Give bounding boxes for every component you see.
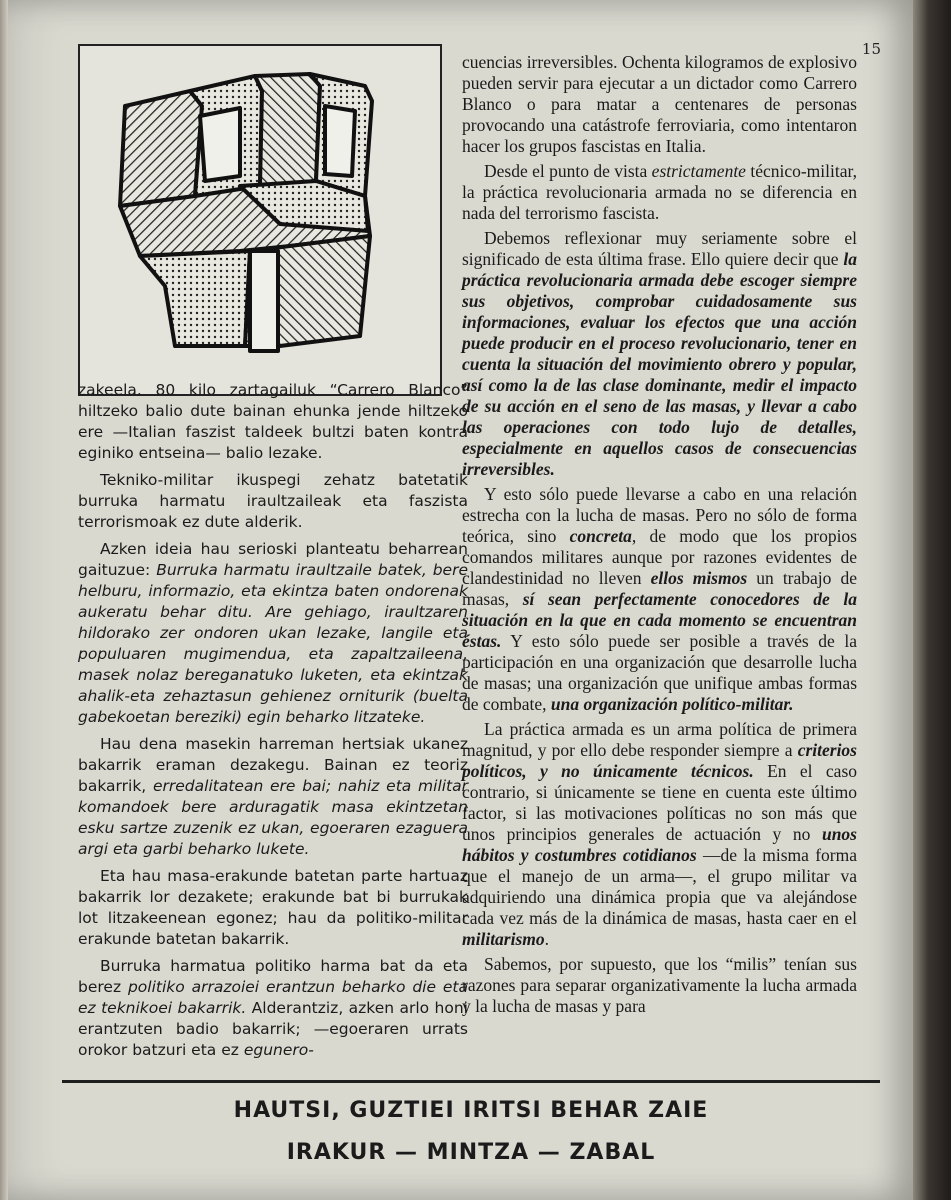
paragraph: Eta hau masa-erakunde batetan parte hartuaz bakarrik lor dezakete; erakunde bat bi burrukak lot litzakeenean egonez; hau da politiko-militar erakunde batetan bakarrik.: [78, 867, 468, 948]
spanish-text-column: [462, 52, 857, 1021]
paragraph: Azken ideia hau serioski planteatu beharrean gaituzue: Burruka harmatu iraultzaile batek, bere helburu, informazio, eta ekintza baten ondorenak aukeratu behar ditu. Are gehiago, iraultzaren hildorako zer ondoren ukan lezake, langile eta populuaren mugimendua, eta zapaltzaileena, masek nolaz bereganatuko luketen, eta ekintzak ahalik-eta zehaztasun gehienez orniturik (buelta gabekoetan bereziki) egin beharko litzateke.: [78, 540, 468, 726]
footer-divider: [62, 1080, 880, 1083]
paragraph: Y esto sólo puede llevarse a cabo en una relación estrecha con la lucha de masas. Pero no sólo de forma teórica, sino concreta, de modo que los propios comandos militares aunque por razones evidentes de clandestinidad no lleven ellos mismos un trabajo de masas, sí sean perfectamente conocedores de la situación en la que en cada momento se encuentran éstas. Y esto sólo puede ser posible a través de la participación en una organización que desarrolle lucha de masas; una organización que unifique ambas formas de combate, una organización político-militar.: [462, 484, 858, 714]
paragraph: cuencias irreversibles. Ochenta kilogramos de explosivo pueden servir para ejecutar a un dictador como Carrero Blanco o para matar a centenares de personas provocando una catástrofe ferroviaria, como intentaron hacer los grupos fascistas en Italia.: [462, 52, 857, 156]
paragraph: Desde el punto de vista estrictamente técnico-militar, la práctica revolucionaria armada no se diferencia en nada del terrorismo fascista.: [462, 161, 858, 223]
paragraph: Burruka harmatua politiko harma bat da eta berez politiko arrazoiei erantzun beharko die eta ez teknikoei bakarrik. Alderantziz, azken arlo honi erantzuten badio bakarrik; —egoeraren urrats orokor batzuri eta ez egunero-: [78, 957, 468, 1059]
book-right-edge: [913, 0, 951, 1200]
page-number: 15: [861, 40, 881, 58]
paragraph: Debemos reflexionar muy seriamente sobre el significado de esta última frase. Ello quiere decir que la práctica revolucionaria armada debe escoger siempre sus objetivos, comprobar cuidadosamente sus informaciones, evaluar los efectos que una acción puede producir en el proceso revolucionario, tener en cuenta la situación del movimiento obrero y popular, así como la de las clase dominante, medir el impacto de su acción en el seno de las masas, y llevar a cabo las operaciones con todo lujo de detalles, especialmente en aquellos casos de consecuencias irreversibles.: [462, 228, 857, 479]
basque-text-column: [78, 380, 468, 1067]
paragraph: Tekniko-militar ikuspegi zehatz batetatik burruka harmatu iraultzaileak eta faszista terrorismoak ez dute alderik.: [78, 471, 468, 531]
raised-fist-illustration: [78, 44, 442, 396]
footer-slogan: HAUTSI, GUZTIEI IRITSI BEHAR ZAIE: [233, 1098, 709, 1123]
paragraph: La práctica armada es un arma política de primera magnitud, y por ello debe responder siempre a criterios políticos, y no únicamente técnicos. En el caso contrario, si únicamente se tiene en cuenta este último factor, si las motivaciones políticas no son más que unos principios generales de actuación y no unos hábitos y costumbres cotidianos —de la misma forma que el manejo de un arma—, el grupo militar va adquiriendo una dinámica propia que va alejándose cada vez más de la dinámica de masas, hasta caer en el militarismo.: [462, 719, 857, 949]
paragraph: Hau dena masekin harreman hertsiak ukanez bakarrik eraman dezakegu. Bainan ez teoriz bakarrik, erredalitatean ere bai; nahiz eta militar komandoek bere arduragatik masa ekintzetan esku sartze zuzenik ez ukan, egoeraren ezaguera argi eta garbi beharko lukete.: [78, 735, 469, 858]
book-spine-edge: [0, 0, 8, 1200]
footer-motto: IRAKUR — MINTZA — ZABAL: [286, 1140, 656, 1165]
paragraph: Sabemos, por supuesto, que los “milis” tenían sus razones para separar organizativamente la lucha armada y la lucha de masas y para: [462, 954, 857, 1016]
raised-fist-icon: [80, 46, 440, 394]
paragraph: zakeela. 80 kilo zartagailuk “Carrero Blanco” hiltzeko balio dute bainan ehunka jende hiltzeko ere —Italian faszist taldeek bultzi baten kontra eginiko entseina— balio lezake.: [78, 381, 468, 462]
